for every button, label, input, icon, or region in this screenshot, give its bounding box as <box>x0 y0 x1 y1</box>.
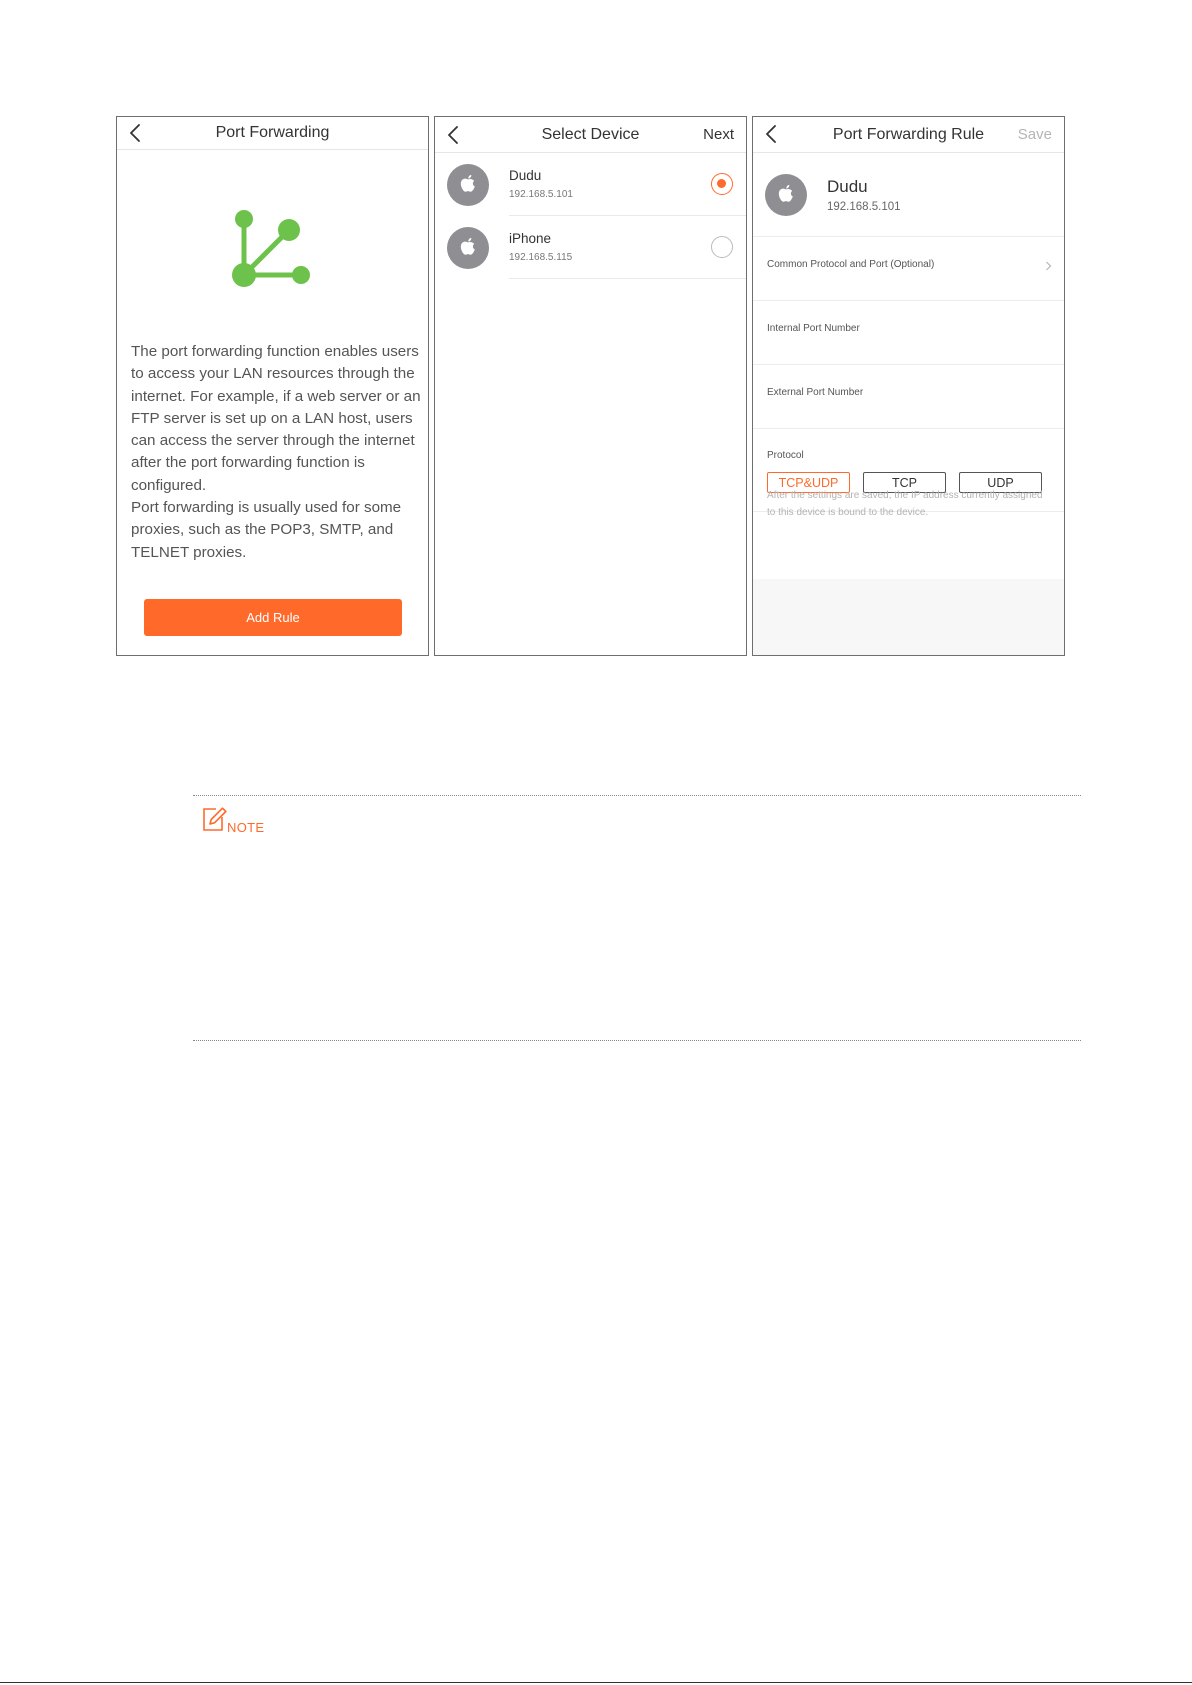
save-button[interactable]: Save <box>1017 126 1052 143</box>
note-divider-bottom <box>193 1040 1081 1041</box>
external-port-label: External Port Number <box>767 387 864 398</box>
common-protocol-row[interactable] <box>753 237 1064 301</box>
navbar <box>117 117 428 150</box>
description-text: The port forwarding function enables users to access your LAN resources through the internet. For example, if a web server or an FTP server is set up on a LAN host, users can access the server through the internet after the port forwarding function is configured. <box>131 343 421 494</box>
select-device-screen <box>434 116 747 656</box>
page-title: Select Device <box>541 126 640 143</box>
device-ip: 192.168.5.101 <box>509 189 573 200</box>
port-forwarding-screen <box>116 116 429 656</box>
protocol-tcp-button[interactable]: TCP <box>863 472 946 493</box>
protocol-udp-button[interactable]: UDP <box>959 472 1042 493</box>
device-ip: 192.168.5.101 <box>827 201 901 213</box>
protocol-tcp-udp-button[interactable]: TCP&UDP <box>767 472 850 493</box>
binding-hint: After the settings are saved, the IP address currently assigned to this device is bound to the device. <box>767 490 1043 518</box>
note-pencil-icon <box>201 805 227 833</box>
next-button[interactable]: Next <box>703 126 734 143</box>
common-protocol-label: Common Protocol and Port (Optional) <box>767 259 935 270</box>
device-name: iPhone <box>509 231 552 246</box>
port-forwarding-network-icon <box>227 209 317 299</box>
empty-area <box>753 579 1064 655</box>
apple-icon <box>765 174 807 216</box>
port-forwarding-rule-screen <box>752 116 1065 656</box>
protocol-label: Protocol <box>767 450 804 461</box>
description <box>131 341 421 564</box>
apple-icon <box>447 227 489 269</box>
external-port-field[interactable] <box>753 365 1064 429</box>
add-rule-button[interactable]: Add Rule <box>144 599 402 636</box>
device-name: Dudu <box>827 177 868 196</box>
device-row-dudu[interactable] <box>435 153 746 216</box>
device-radio[interactable] <box>711 236 733 258</box>
device-radio-selected[interactable] <box>711 173 733 195</box>
note-divider-top <box>193 795 1081 796</box>
page-title: Port Forwarding <box>215 124 330 141</box>
note-label: NOTE <box>227 820 265 835</box>
chevron-right-icon <box>1045 261 1052 271</box>
device-name: Dudu <box>509 168 542 183</box>
selected-device <box>753 153 1064 237</box>
usage-text: Port forwarding is usually used for some proxies, such as the POP3, SMTP, and TELNET proxies. <box>131 499 402 561</box>
device-row-iphone[interactable] <box>435 216 746 279</box>
navbar <box>753 117 1064 153</box>
page-footer-rule <box>0 1682 1192 1683</box>
divider <box>509 278 746 279</box>
device-ip: 192.168.5.115 <box>509 252 573 263</box>
apple-icon <box>447 164 489 206</box>
navbar <box>435 117 746 153</box>
page-title: Port Forwarding Rule <box>832 126 985 143</box>
internal-port-field[interactable] <box>753 301 1064 365</box>
internal-port-label: Internal Port Number <box>767 323 860 334</box>
